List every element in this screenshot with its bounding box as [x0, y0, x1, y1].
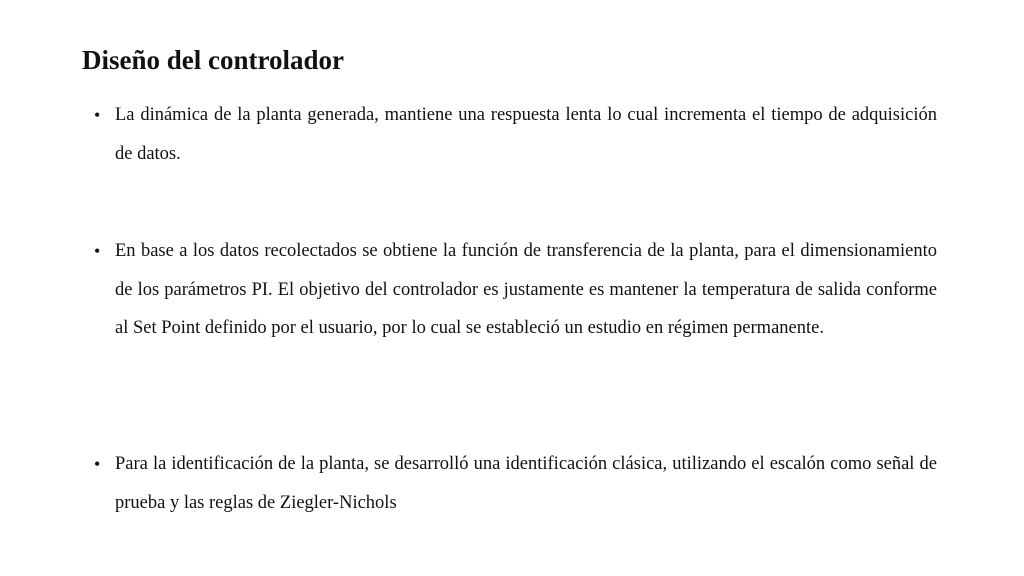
bullet-item: [94, 232, 937, 348]
bullet-icon: •: [94, 241, 101, 261]
bullet-text: Para la identificación de la planta, se desarrolló una identificación clásica, utilizando el escalón como señal de prueba y las reglas de Ziegler-Nichols: [115, 454, 937, 513]
bullet-item: [94, 445, 937, 522]
bullet-item: [94, 96, 937, 173]
slide-title: Diseño del controlador: [82, 45, 344, 75]
bullet-text: En base a los datos recolectados se obtiene la función de transferencia de la planta, para el dimensionamiento de los parámetros PI. El objetivo del controlador es justamente es mantener la temperatura de salida conforme al Set Point definido por el usuario, por lo cual se estableció un estudio en régimen permanente.: [115, 241, 937, 338]
bullet-icon: •: [94, 105, 101, 125]
bullet-text: La dinámica de la planta generada, mantiene una respuesta lenta lo cual incrementa el tiempo de adquisición de datos.: [115, 105, 937, 164]
bullet-icon: •: [94, 454, 101, 474]
